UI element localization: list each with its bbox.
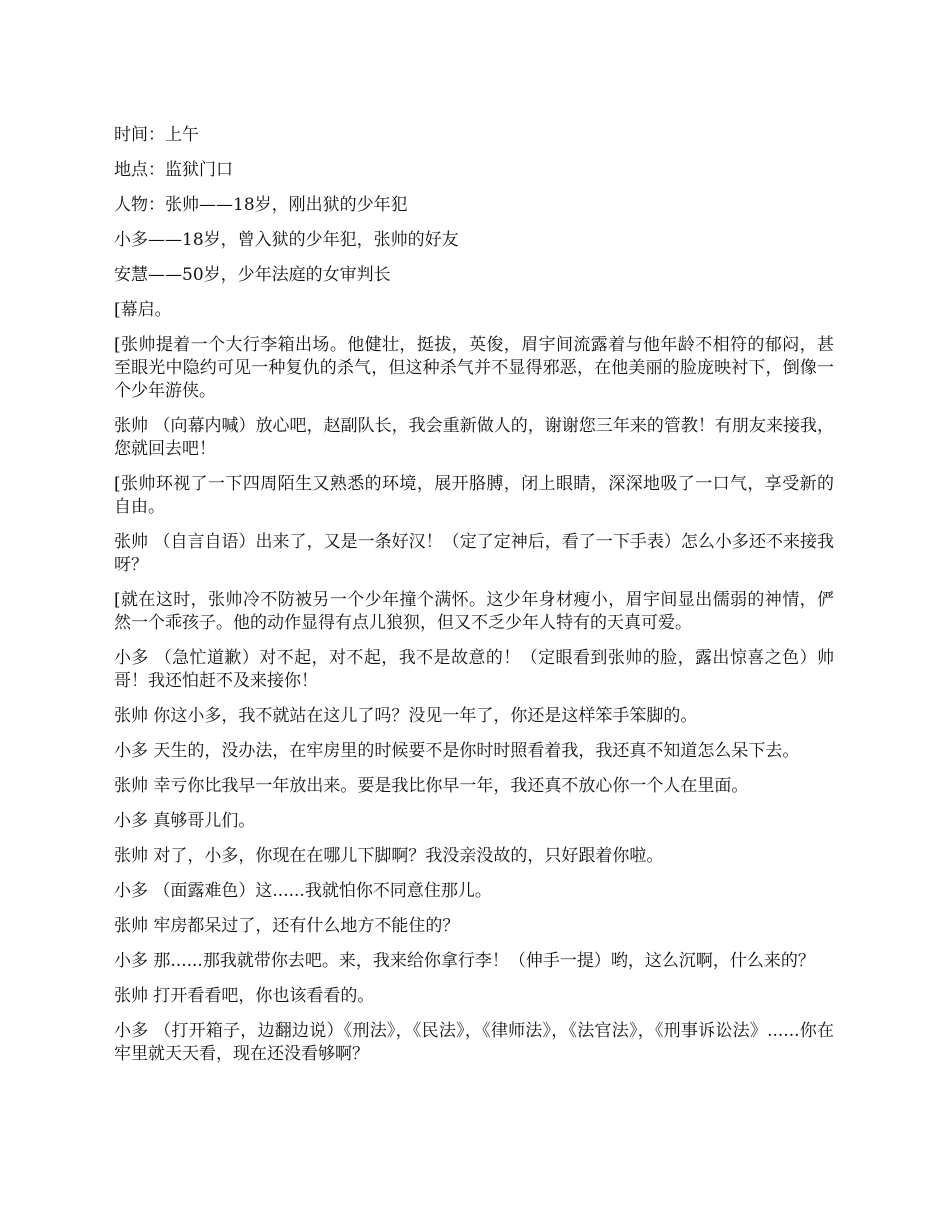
dialogue-line: 小多 （急忙道歉）对不起，对不起，我不是故意的！（定眼看到张帅的脸，露出惊喜之色）帅哥！我还怕赶不及来接你！ bbox=[114, 648, 834, 691]
dialogue-line: 张帅 牢房都呆过了，还有什么地方不能住的？ bbox=[114, 916, 460, 936]
dialogue-line: 小多 真够哥儿们。 bbox=[114, 811, 256, 831]
paragraph-characters: 人物：张帅——18岁，刚出狱的少年犯 bbox=[114, 195, 408, 215]
paragraph-place: 地点：监狱门口 bbox=[114, 160, 233, 180]
script-document bbox=[114, 124, 834, 1078]
dialogue-line: 小多 （打开箱子，边翻边说）《刑法》，《民法》，《律师法》，《法官法》，《刑事诉讼法》......你在牢里就天天看，现在还没看够啊？ bbox=[114, 1021, 834, 1064]
stage-direction-curtain: [幕启。 bbox=[114, 300, 172, 320]
dialogue-line: 小多 （面露难色）这......我就怕你不同意住那儿。 bbox=[114, 881, 492, 901]
paragraph-time: 时间：上午 bbox=[114, 125, 199, 145]
dialogue-line: 张帅 你这小多，我不就站在这儿了吗？没见一年了，你还是这样笨手笨脚的。 bbox=[114, 706, 698, 726]
dialogue-line: 小多 天生的，没办法，在牢房里的时候要不是你时时照看着我，我还真不知道怎么呆下去。 bbox=[114, 741, 800, 761]
dialogue-line: 张帅 幸亏你比我早一年放出来。要是我比你早一年，我还真不放心你一个人在里面。 bbox=[114, 776, 749, 796]
dialogue-line: 张帅 打开看看吧，你也该看看的。 bbox=[114, 986, 375, 1006]
paragraph-character-anhui: 安慧——50岁，少年法庭的女审判长 bbox=[114, 265, 391, 285]
stage-direction: [张帅提着一个大行李箱出场。他健壮，挺拔，英俊，眉宇间流露着与他年龄不相符的郁闷，甚至眼光中隐约可见一种复仇的杀气，但这种杀气并不显得邪恶，在他美丽的脸庞映衬下，倒像一个少年游侠。 bbox=[114, 335, 834, 401]
dialogue-line: 小多 那......那我就带你去吧。来，我来给你拿行李！（伸手一提）哟，这么沉啊，什么来的？ bbox=[114, 951, 815, 971]
paragraph-character-xiaoduo: 小多——18岁，曾入狱的少年犯，张帅的好友 bbox=[114, 230, 459, 250]
dialogue-line: 张帅 （自言自语）出来了，又是一条好汉！（定了定神后，看了一下手表）怎么小多还不来接我呀？ bbox=[114, 532, 834, 575]
stage-direction: [就在这时，张帅冷不防被另一个少年撞个满怀。这少年身材瘦小，眉宇间显出儒弱的神情，俨然一个乖孩子。他的动作显得有点儿狼狈，但又不乏少年人特有的天真可爱。 bbox=[114, 590, 834, 633]
dialogue-line: 张帅 对了，小多，你现在在哪儿下脚啊？我没亲没故的，只好跟着你啦。 bbox=[114, 846, 664, 866]
dialogue-line: 张帅 （向幕内喊）放心吧，赵副队长，我会重新做人的，谢谢您三年来的管教！有朋友来接我，您就回去吧！ bbox=[114, 416, 834, 459]
stage-direction: [张帅环视了一下四周陌生又熟悉的环境，展开胳膊，闭上眼睛，深深地吸了一口气，享受新的自由。 bbox=[114, 474, 834, 517]
